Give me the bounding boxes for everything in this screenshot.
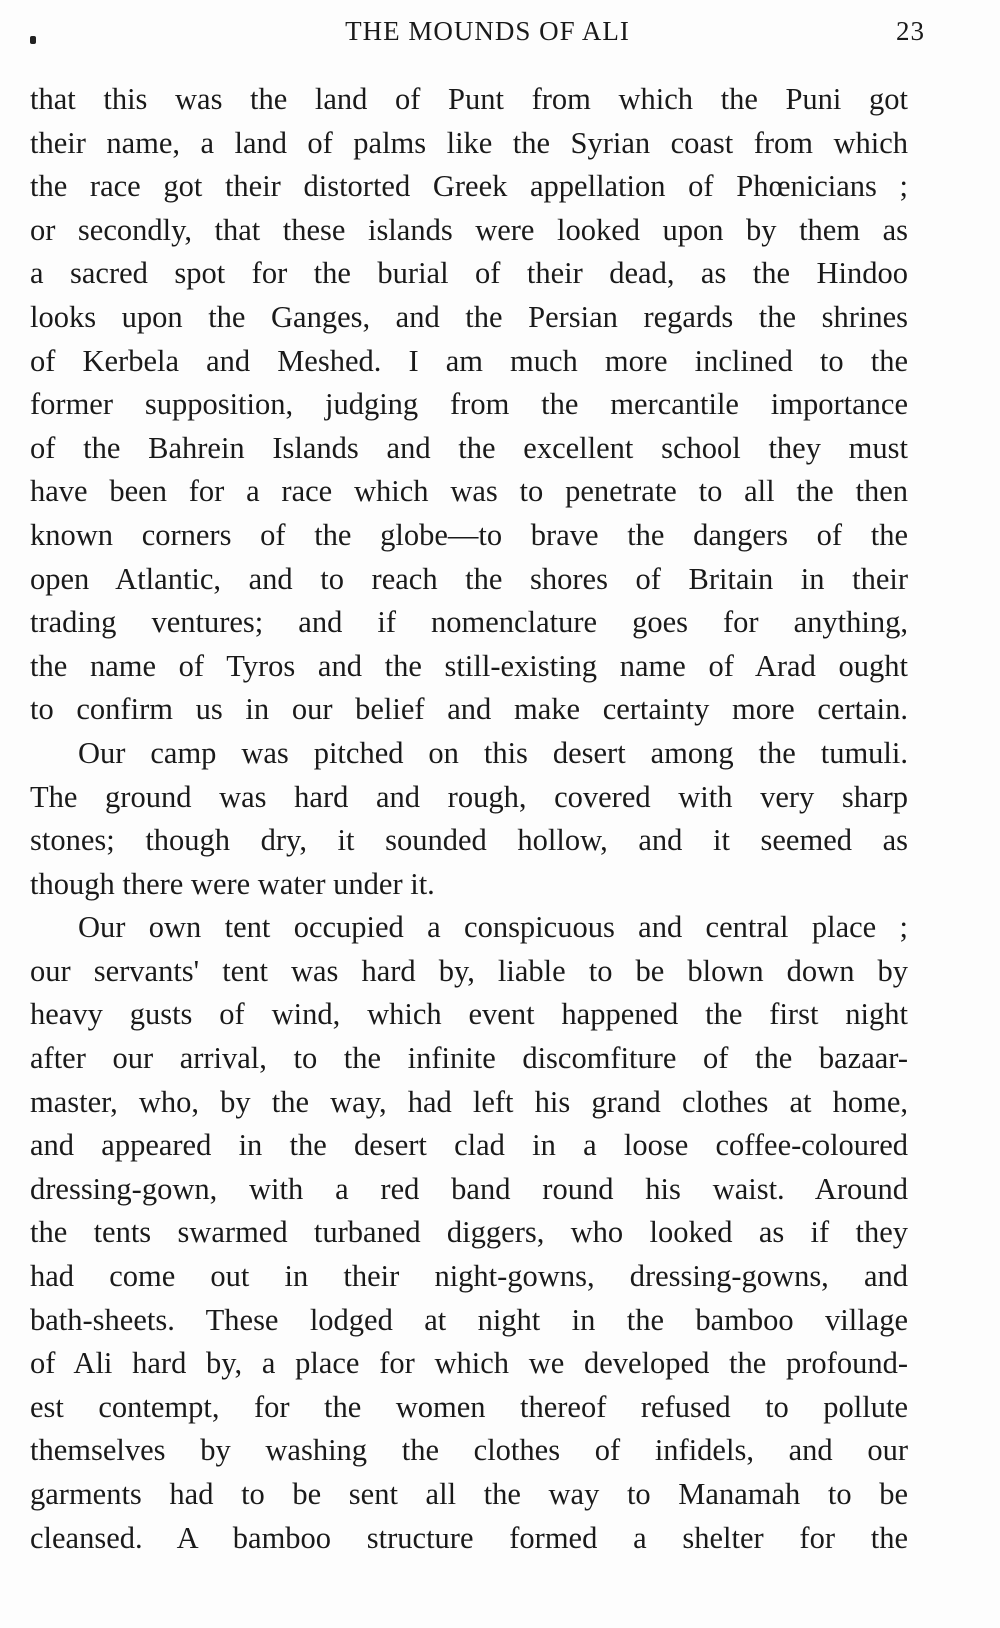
- text-line: had come out in their night-gowns, dressing-gowns, and: [30, 1259, 908, 1294]
- text-line: heavy gusts of wind, which event happened the first night: [30, 997, 908, 1032]
- text-line: our servants' tent was hard by, liable to be blown down by: [30, 953, 908, 988]
- paragraph-start-line: Our own tent occupied a conspicuous and central place ;: [78, 910, 908, 945]
- text-line: the tents swarmed turbaned diggers, who looked as if they: [30, 1215, 908, 1250]
- running-head: THE MOUNDS OF ALI: [345, 16, 630, 46]
- text-line: The ground was hard and rough, covered with very sharp: [30, 779, 908, 814]
- text-line: bath-sheets. These lodged at night in the bamboo village: [30, 1302, 908, 1337]
- text-line: and appeared in the desert clad in a loose coffee-coloured: [30, 1128, 908, 1163]
- text-line: the name of Tyros and the still-existing name of Arad ought: [30, 648, 908, 683]
- text-line: though there were water under it.: [30, 866, 435, 901]
- text-line: that this was the land of Punt from which the Puni got: [30, 82, 908, 116]
- text-line: their name, a land of palms like the Syrian coast from which: [30, 125, 908, 160]
- text-line: the race got their distorted Greek appellation of Phœnicians ;: [30, 169, 908, 204]
- text-line: to confirm us in our belief and make certainty more certain.: [30, 692, 908, 727]
- text-line: themselves by washing the clothes of infidels, and our: [30, 1433, 908, 1468]
- text-line: trading ventures; and if nomenclature goes for anything,: [30, 605, 908, 640]
- text-line: or secondly, that these islands were looked upon by them as: [30, 212, 908, 247]
- paragraph-start-line: Our camp was pitched on this desert among the tumuli.: [78, 735, 908, 770]
- text-line: cleansed. A bamboo structure formed a shelter for the: [30, 1520, 908, 1555]
- text-line: have been for a race which was to penetrate to all the then: [30, 474, 908, 509]
- page-number: 23: [896, 16, 925, 46]
- text-line: former supposition, judging from the mercantile importance: [30, 387, 908, 422]
- text-line: of Kerbela and Meshed. I am much more inclined to the: [30, 343, 908, 378]
- text-line: est contempt, for the women thereof refused to pollute: [30, 1389, 908, 1424]
- text-line: dressing-gown, with a red band round his waist. Around: [30, 1171, 908, 1206]
- text-line: known corners of the globe—to brave the dangers of the: [30, 517, 908, 552]
- page-header: [30, 10, 925, 54]
- body-text: [30, 78, 908, 1560]
- text-line: open Atlantic, and to reach the shores of Britain in their: [30, 561, 908, 596]
- text-line: of the Bahrein Islands and the excellent school they must: [30, 430, 908, 465]
- text-line: stones; though dry, it sounded hollow, and it seemed as: [30, 823, 908, 858]
- text-line: garments had to be sent all the way to Manamah to be: [30, 1477, 908, 1511]
- text-line: a sacred spot for the burial of their dead, as the Hindoo: [30, 256, 908, 291]
- text-line: of Ali hard by, a place for which we developed the profound-: [30, 1346, 908, 1381]
- text-line: after our arrival, to the infinite discomfiture of the bazaar-: [30, 1041, 908, 1076]
- text-line: looks upon the Ganges, and the Persian regards the shrines: [30, 299, 908, 334]
- text-line: master, who, by the way, had left his grand clothes at home,: [30, 1084, 908, 1119]
